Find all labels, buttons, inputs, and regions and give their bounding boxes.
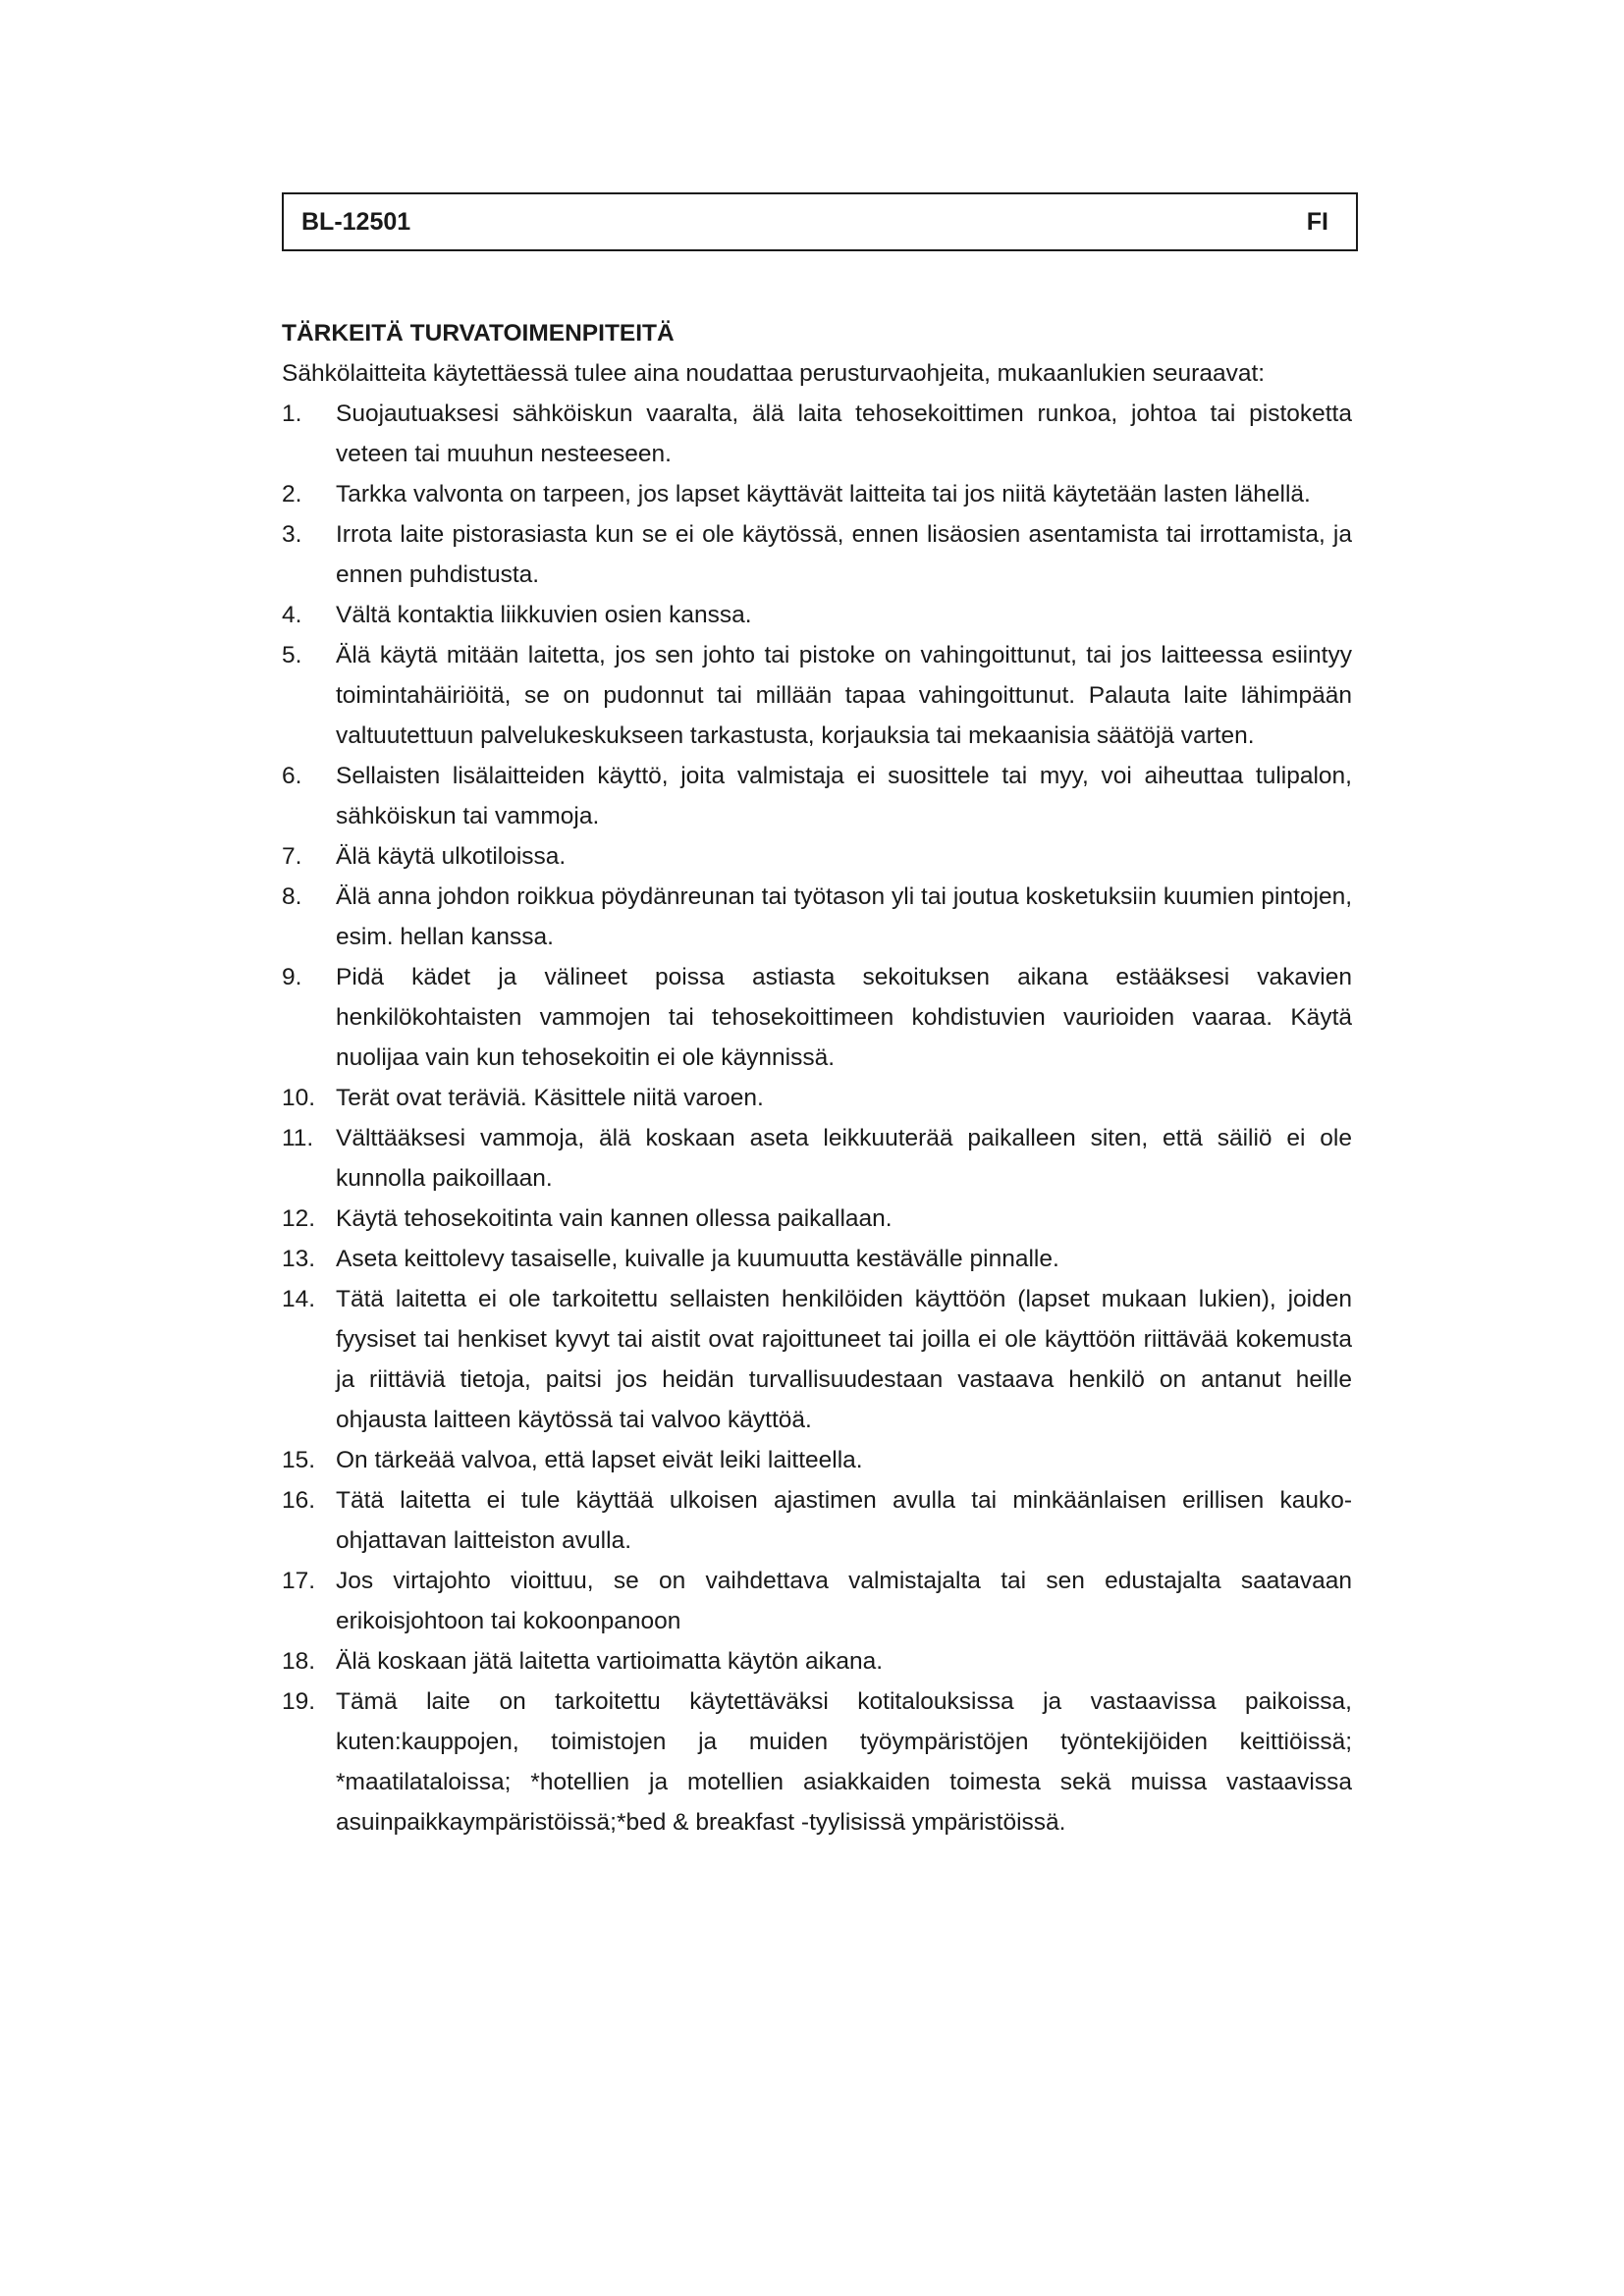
list-item [282,957,1352,1078]
item-text: Terät ovat teräviä. Käsittele niitä varoen. [336,1085,764,1111]
list-item [282,394,1352,474]
list-item [282,1279,1352,1440]
item-number: 2. [282,481,302,507]
item-number: 3. [282,521,302,548]
list-item [282,1078,1352,1118]
item-text: Tarkka valvonta on tarpeen, jos lapset käyttävät laitteita tai jos niitä käytetään lasten lähellä. [336,481,1311,507]
list-item [282,1561,1352,1641]
list-item [282,1682,1352,1842]
item-number: 8. [282,883,302,910]
item-text: Älä käytä mitään laitetta, jos sen johto tai pistoke on vahingoittunut, tai jos laitteessa esiintyy toimintahäiriöitä, se on pudonnut tai millään tapaa vahingoittunut. Palauta laite lähimpään valtuutettuun palvelukeskukseen tarkastusta, korjauksia tai mekaanisia säätöjä varten. [336,642,1352,749]
item-number: 10. [282,1085,316,1111]
item-text: Sellaisten lisälaitteiden käyttö, joita valmistaja ei suosittele tai myy, voi aiheuttaa tulipalon, sähköiskun tai vammoja. [336,763,1352,829]
item-text: Älä anna johdon roikkua pöydänreunan tai työtason yli tai joutua kosketuksiin kuumien pintojen, esim. hellan kanssa. [336,883,1352,950]
item-text: Älä koskaan jätä laitetta vartioimatta käytön aikana. [336,1648,884,1675]
section-title: TÄRKEITÄ TURVATOIMENPITEITÄ [282,320,675,347]
item-text: Älä käytä ulkotiloissa. [336,843,567,870]
item-number: 15. [282,1447,316,1473]
item-number: 14. [282,1286,316,1312]
list-item [282,1480,1352,1561]
intro-paragraph: Sähkölaitteita käytettäessä tulee aina noudattaa perusturvaohjeita, mukaanlukien seuraavat: [282,360,1266,387]
document-body [282,314,1352,1842]
item-text: Vältä kontaktia liikkuvien osien kanssa. [336,602,752,628]
item-number: 5. [282,642,302,668]
item-text: Irrota laite pistorasiasta kun se ei ole käytössä, ennen lisäosien asentamista tai irrottamista, ja ennen puhdistusta. [336,521,1352,588]
item-number: 19. [282,1688,316,1715]
item-number: 13. [282,1246,316,1272]
item-text: Käytä tehosekoitinta vain kannen ollessa paikallaan. [336,1205,893,1232]
model-number: BL-12501 [301,208,411,236]
item-number: 16. [282,1487,316,1514]
item-text: Välttääksesi vammoja, älä koskaan aseta leikkuuterää paikalleen siten, että säiliö ei ole kunnolla paikoillaan. [336,1125,1352,1192]
item-text: Suojautuaksesi sähköiskun vaaralta, älä laita tehosekoittimen runkoa, johtoa tai pistoketta veteen tai muuhun nesteeseen. [336,400,1352,467]
item-number: 17. [282,1568,316,1594]
list-item [282,635,1352,756]
item-number: 7. [282,843,302,870]
item-text: Aseta keittolevy tasaiselle, kuivalle ja kuumuutta kestävälle pinnalle. [336,1246,1059,1272]
item-text: Jos virtajohto vioittuu, se on vaihdettava valmistajalta tai sen edustajalta saatavaan erikoisjohtoon tai kokoonpanoon [336,1568,1352,1634]
header-box [282,192,1358,251]
item-number: 4. [282,602,302,628]
list-item [282,514,1352,595]
list-item [282,756,1352,836]
item-number: 9. [282,964,302,990]
list-item [282,1239,1352,1279]
item-text: Tätä laitetta ei tule käyttää ulkoisen ajastimen avulla tai minkäänlaisen erillisen kauko-ohjattavan laitteiston avulla. [336,1487,1352,1554]
list-item [282,836,1352,877]
list-item [282,1440,1352,1480]
item-number: 11. [282,1125,314,1151]
item-text: On tärkeää valvoa, että lapset eivät leiki laitteella. [336,1447,863,1473]
language-code: FI [1306,208,1328,236]
item-number: 18. [282,1648,316,1675]
item-text: Pidä kädet ja välineet poissa astiasta sekoituksen aikana estääksesi vakavien henkilökohtaisten vammojen tai tehosekoittimeen kohdistuvien vaurioiden vaaraa. Käytä nuolijaa vain kun tehosekoitin ei ole käynnissä. [336,964,1352,1071]
item-text: Tätä laitetta ei ole tarkoitettu sellaisten henkilöiden käyttöön (lapset mukaan lukien), joiden fyysiset tai henkiset kyvyt tai aistit ovat rajoittuneet tai joilla ei ole käyttöön riittävää kokemusta ja riittäviä tietoja, paitsi jos heidän turvallisuudestaan vastaava henkilö on antanut heille ohjausta laitteen käytössä tai valvoo käyttöä. [336,1286,1352,1433]
list-item [282,1199,1352,1239]
list-item [282,595,1352,635]
list-item [282,474,1352,514]
item-text: Tämä laite on tarkoitettu käytettäväksi kotitalouksissa ja vastaavissa paikoissa, kuten:kauppojen, toimistojen ja muiden työympäristöjen työntekijöiden keittiöissä; *maatilataloissa; *hotellien ja motellien asiakkaiden toimesta sekä muissa vastaavissa asuinpaikkaympäristöissä;*bed & breakfast -tyylisissä ympäristöissä. [336,1688,1352,1836]
item-number: 6. [282,763,302,789]
list-item [282,877,1352,957]
item-number: 12. [282,1205,316,1232]
safety-list [282,394,1352,1842]
item-number: 1. [282,400,302,427]
list-item [282,1641,1352,1682]
list-item [282,1118,1352,1199]
